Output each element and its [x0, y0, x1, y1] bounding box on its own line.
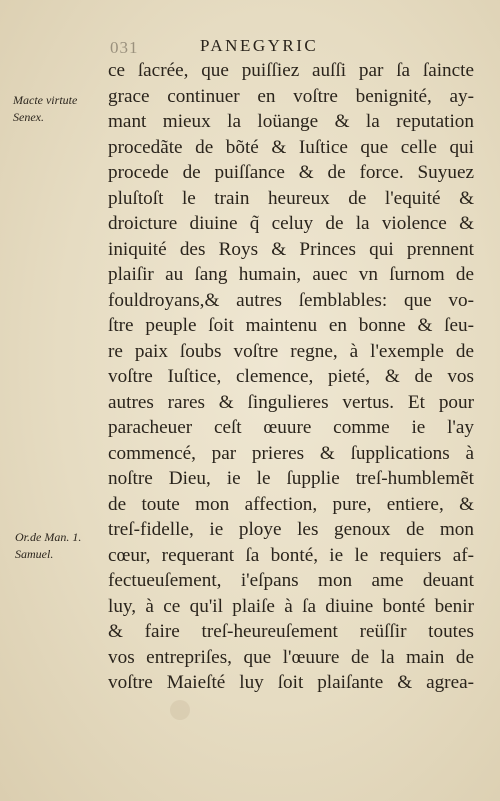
- text-line: procede de puiſſance & de force. Suyuez: [108, 162, 474, 183]
- margin-note-line: Macte virtute: [13, 93, 78, 107]
- text-line: mant mieux la loüange & la reputation: [108, 111, 474, 132]
- text-line: autres rares & ſingulieres vertus. Et pour: [108, 391, 474, 413]
- text-line: luy, à ce qu'il plaiſe à ſa diuine bonté benir: [108, 595, 474, 617]
- body-text: [108, 58, 474, 696]
- text-line: voſtre Maieſté luy ſoit plaiſante & agrea-: [108, 672, 474, 693]
- text-line: noſtre Dieu, ie le ſupplie treſ-humblemẽt: [108, 468, 474, 489]
- text-line: fouldroyans,& autres ſemblables: que vo-: [108, 289, 474, 311]
- running-head: PANEGYRIC: [200, 36, 319, 55]
- text-line: plaiſir au ſang humain, auec vn ſurnom de: [108, 264, 474, 285]
- text-line: cœur, requerant ſa bonté, ie le requiers af-: [108, 544, 474, 566]
- text-line: pluſtoſt le train heureux de l'equité &: [108, 187, 474, 209]
- text-line: droicture diuine q̃ celuy de la violence &: [108, 213, 474, 234]
- margin-note-2: [15, 529, 81, 563]
- text-line: de toute mon affection, pure, entiere, &: [108, 493, 474, 515]
- page-number: 031: [110, 38, 139, 57]
- text-line: paracheuer ceſt œuure comme ie l'ay: [108, 417, 474, 438]
- text-line: ſtre peuple ſoit maintenu en bonne & ſeu-: [108, 315, 474, 336]
- text-line: procedãte de bõté & Iuſtice que celle qui: [108, 136, 474, 158]
- text-line: fectueuſement, i'eſpans mon ame deuant: [108, 570, 474, 591]
- margin-note-line: Or.de Man. 1.: [15, 530, 82, 544]
- text-line: treſ-fidelle, ie ploye les genoux de mon: [108, 519, 474, 540]
- margin-note-line: Samuel.: [15, 547, 54, 561]
- text-line: iniquité des Roys & Princes qui prennent: [108, 238, 474, 260]
- text-line: voſtre Iuſtice, clemence, pieté, & de vos: [108, 366, 474, 387]
- text-line: commencé, par prieres & ſupplications à: [108, 442, 474, 464]
- text-line: ce ſacrée, que puiſſiez auſſi par ſa ſaincte: [108, 60, 474, 81]
- text-line: grace continuer en voſtre benignité, ay-: [108, 85, 474, 107]
- text-line: vos entrepriſes, que l'œuure de la main de: [108, 646, 474, 668]
- margin-note-1: [13, 92, 77, 126]
- text-line: & faire treſ-heureuſement reüſſir toutes: [108, 621, 474, 642]
- paper-stain: [170, 700, 190, 720]
- margin-note-line: Senex.: [13, 110, 44, 124]
- text-line: re paix ſoubs voſtre regne, à l'exemple de: [108, 340, 474, 362]
